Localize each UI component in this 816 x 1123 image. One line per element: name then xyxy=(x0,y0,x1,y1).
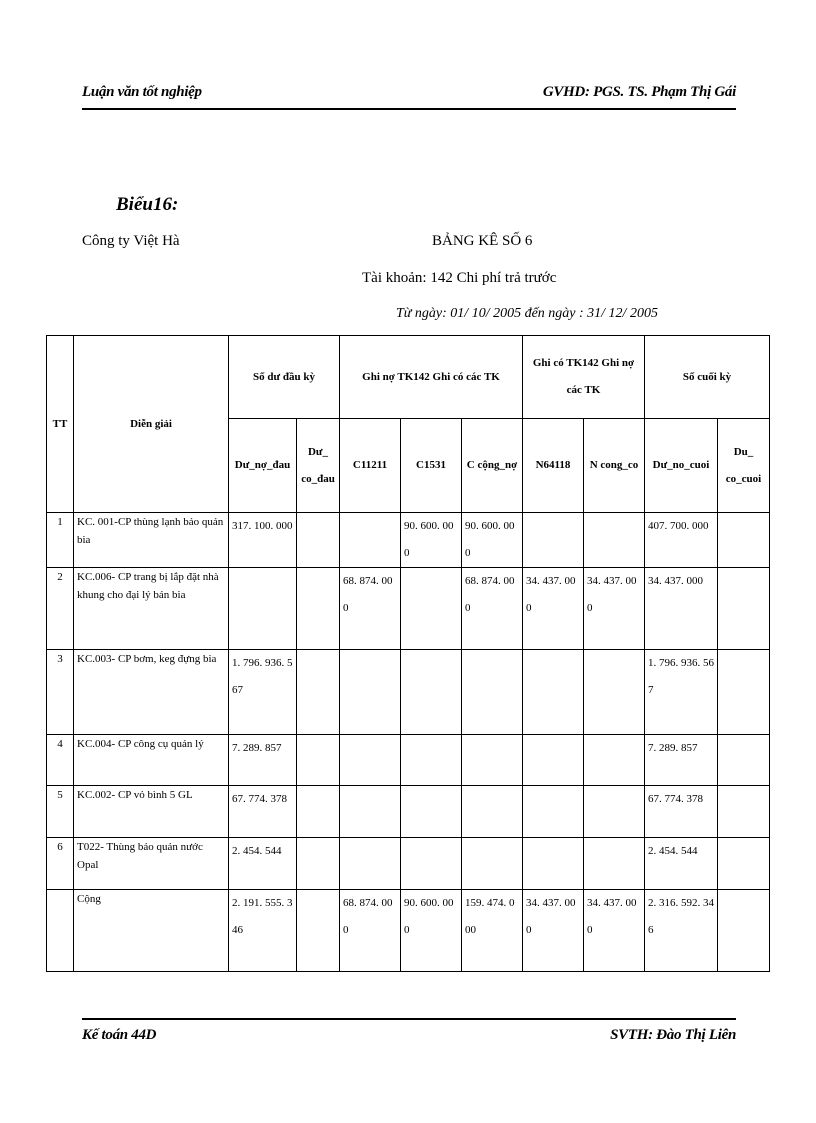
amount-cell xyxy=(297,568,340,650)
amount-cell xyxy=(718,786,770,838)
amount-cell: 2. 454. 544 xyxy=(645,838,718,890)
row-description: KC.003- CP bơm, keg đựng bia xyxy=(74,650,229,735)
amount-cell: 34. 437. 000 xyxy=(645,568,718,650)
amount-cell: 1. 796. 936. 567 xyxy=(645,650,718,735)
amount-cell xyxy=(229,568,297,650)
amount-cell: 90. 600. 000 xyxy=(401,890,462,972)
amount-cell xyxy=(523,513,584,568)
amount-cell xyxy=(462,838,523,890)
amount-cell: 67. 774. 378 xyxy=(645,786,718,838)
sub-header: Dư_nợ_đau xyxy=(229,419,297,513)
amount-cell: 2. 454. 544 xyxy=(229,838,297,890)
amount-cell: 68. 874. 000 xyxy=(462,568,523,650)
row-description: T022- Thùng bảo quản nước Opal xyxy=(74,838,229,890)
sub-header: C1531 xyxy=(401,419,462,513)
amount-cell xyxy=(718,838,770,890)
amount-cell xyxy=(584,786,645,838)
row-description: KC.004- CP công cụ quản lý xyxy=(74,735,229,786)
amount-cell: 67. 774. 378 xyxy=(229,786,297,838)
table-row xyxy=(47,890,770,972)
sub-header: N cong_co xyxy=(584,419,645,513)
ledger-body xyxy=(47,513,770,972)
amount-cell xyxy=(340,838,401,890)
amount-cell xyxy=(718,513,770,568)
row-number: 6 xyxy=(47,838,74,890)
header-rule xyxy=(82,108,736,110)
row-number: 5 xyxy=(47,786,74,838)
amount-cell: 159. 474. 000 xyxy=(462,890,523,972)
amount-cell xyxy=(718,650,770,735)
group-opening-header: Số dư đầu kỳ xyxy=(229,336,340,419)
group-closing-header: Số cuối kỳ xyxy=(645,336,770,419)
amount-cell xyxy=(718,568,770,650)
amount-cell xyxy=(584,838,645,890)
amount-cell: 407. 700. 000 xyxy=(645,513,718,568)
amount-cell: 2. 191. 555. 346 xyxy=(229,890,297,972)
row-description: KC.006- CP trang bị lắp đặt nhà khung cho đại lý bán bia xyxy=(74,568,229,650)
amount-cell xyxy=(718,735,770,786)
table-row xyxy=(47,838,770,890)
row-number: 1 xyxy=(47,513,74,568)
sub-header: Dư_ co_đau xyxy=(297,419,340,513)
amount-cell xyxy=(584,513,645,568)
amount-cell: 34. 437. 000 xyxy=(523,568,584,650)
row-number xyxy=(47,890,74,972)
sub-header: C cộng_nợ xyxy=(462,419,523,513)
figure-label: Biểu16: xyxy=(116,194,179,215)
amount-cell: 68. 874. 000 xyxy=(340,890,401,972)
amount-cell: 7. 289. 857 xyxy=(645,735,718,786)
row-number: 4 xyxy=(47,735,74,786)
amount-cell xyxy=(401,838,462,890)
amount-cell xyxy=(462,735,523,786)
amount-cell: 68. 874. 000 xyxy=(340,568,401,650)
amount-cell xyxy=(340,786,401,838)
amount-cell xyxy=(718,890,770,972)
amount-cell: 317. 100. 000 xyxy=(229,513,297,568)
table-row xyxy=(47,650,770,735)
amount-cell: 34. 437. 000 xyxy=(523,890,584,972)
footer-rule xyxy=(82,1018,736,1020)
amount-cell: 2. 316. 592. 346 xyxy=(645,890,718,972)
amount-cell xyxy=(340,513,401,568)
header-right-text: GVHD: PGS. TS. Phạm Thị Gái xyxy=(542,84,736,100)
row-number: 3 xyxy=(47,650,74,735)
form-title: BẢNG KÊ SỐ 6 xyxy=(432,233,533,249)
amount-cell xyxy=(297,513,340,568)
sub-header: C11211 xyxy=(340,419,401,513)
table-row xyxy=(47,568,770,650)
amount-cell: 90. 600. 000 xyxy=(401,513,462,568)
sub-header: Dư_no_cuoi xyxy=(645,419,718,513)
amount-cell xyxy=(297,650,340,735)
amount-cell xyxy=(523,735,584,786)
amount-cell: 34. 437. 000 xyxy=(584,890,645,972)
amount-cell xyxy=(401,735,462,786)
amount-cell xyxy=(401,650,462,735)
amount-cell xyxy=(523,786,584,838)
amount-cell xyxy=(401,786,462,838)
sub-header: N64118 xyxy=(523,419,584,513)
ledger-table xyxy=(46,335,770,972)
account-line: Tài khoản: 142 Chi phí trả trước xyxy=(362,270,557,286)
amount-cell xyxy=(523,650,584,735)
group-debit-header: Ghi nợ TK142 Ghi có các TK xyxy=(340,336,523,419)
amount-cell xyxy=(297,786,340,838)
amount-cell xyxy=(584,735,645,786)
amount-cell: 90. 600. 000 xyxy=(462,513,523,568)
amount-cell xyxy=(297,735,340,786)
company-name: Công ty Việt Hà xyxy=(82,233,180,249)
sub-header: Du_ co_cuoi xyxy=(718,419,770,513)
amount-cell xyxy=(584,650,645,735)
amount-cell xyxy=(297,890,340,972)
date-range: Từ ngày: 01/ 10/ 2005 đến ngày : 31/ 12/ 2005 xyxy=(396,306,658,321)
footer-right-text: SVTH: Đào Thị Liên xyxy=(610,1027,736,1043)
header-left-text: Luận văn tốt nghiệp xyxy=(82,84,202,100)
row-description: KC. 001-CP thùng lạnh bảo quản bia xyxy=(74,513,229,568)
amount-cell: 1. 796. 936. 567 xyxy=(229,650,297,735)
amount-cell: 7. 289. 857 xyxy=(229,735,297,786)
amount-cell xyxy=(401,568,462,650)
row-number: 2 xyxy=(47,568,74,650)
amount-cell xyxy=(340,650,401,735)
amount-cell xyxy=(523,838,584,890)
table-row xyxy=(47,513,770,568)
amount-cell xyxy=(462,786,523,838)
col-desc-header: Diễn giải xyxy=(74,336,229,513)
footer-left-text: Kế toán 44D xyxy=(82,1027,157,1043)
amount-cell xyxy=(297,838,340,890)
table-row xyxy=(47,735,770,786)
row-description: Cộng xyxy=(74,890,229,972)
amount-cell xyxy=(462,650,523,735)
amount-cell: 34. 437. 000 xyxy=(584,568,645,650)
table-row xyxy=(47,786,770,838)
group-credit-header: Ghi có TK142 Ghi nợ các TK xyxy=(523,336,645,419)
col-tt-header: TT xyxy=(47,336,74,513)
amount-cell xyxy=(340,735,401,786)
row-description: KC.002- CP vỏ bình 5 GL xyxy=(74,786,229,838)
